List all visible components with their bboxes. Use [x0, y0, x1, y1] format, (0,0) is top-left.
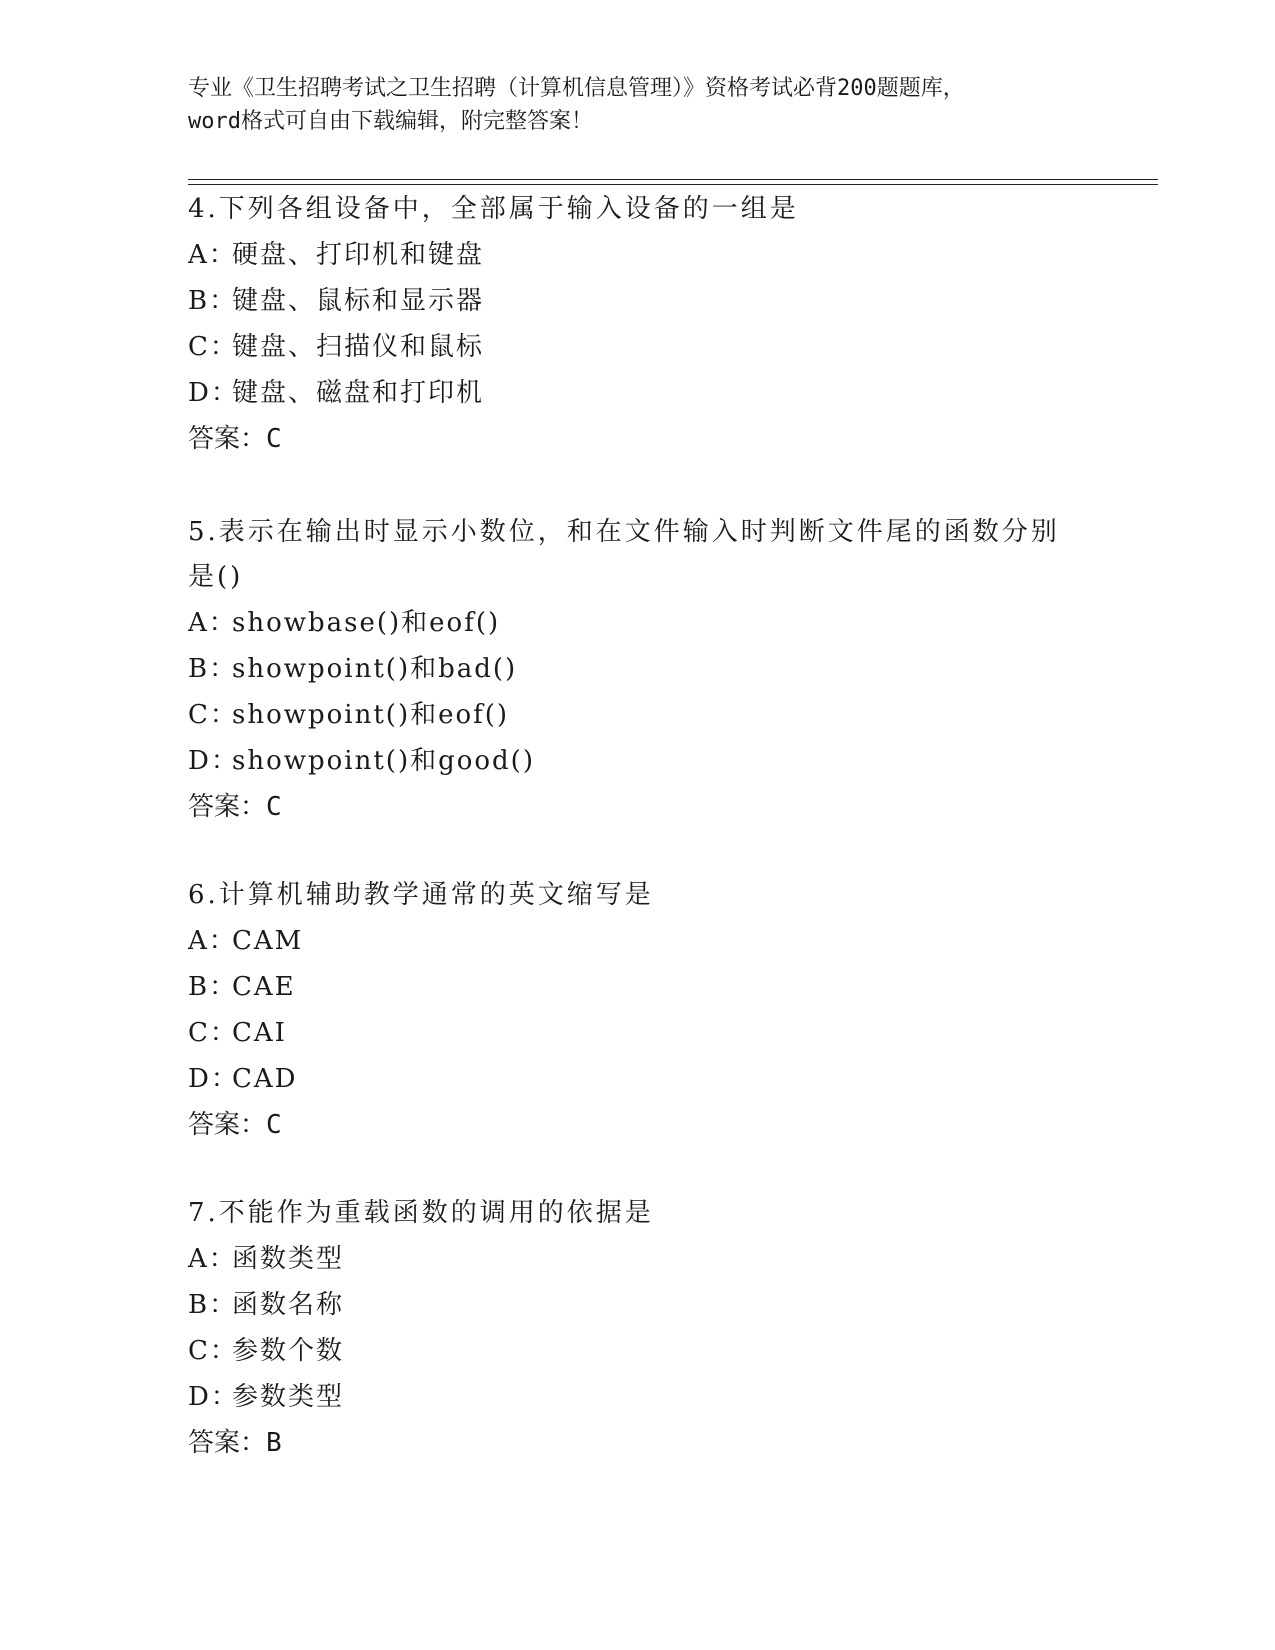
- option-text: showpoint()和good(): [232, 746, 535, 776]
- header-line-2: word格式可自由下载编辑，附完整答案！: [188, 109, 593, 134]
- option-key: D：: [188, 1382, 239, 1412]
- option-text: showpoint()和bad(): [232, 654, 518, 684]
- question-title-line-1: 5.表示在输出时显示小数位，和在文件输入时判断文件尾的函数分别: [188, 517, 1060, 547]
- option-text: 参数类型: [232, 1382, 345, 1412]
- option-a: [188, 1236, 1088, 1282]
- question-title: 7.不能作为重载函数的调用的依据是: [188, 1198, 654, 1228]
- option-key: C：: [188, 700, 238, 730]
- option-text: 键盘、鼠标和显示器: [232, 286, 485, 316]
- option-d: [188, 370, 1088, 416]
- option-text: 键盘、磁盘和打印机: [232, 378, 485, 408]
- option-key: B：: [188, 654, 238, 684]
- header-line-1: 专业《卫生招聘考试之卫生招聘（计算机信息管理）》资格考试必背200题题库，: [188, 76, 965, 101]
- question-5: [188, 510, 1088, 830]
- document-header: [188, 72, 1088, 138]
- option-d: [188, 738, 1088, 784]
- option-text: showbase()和eof(): [232, 608, 501, 638]
- option-text: showpoint()和eof(): [232, 700, 510, 730]
- option-key: B：: [188, 1290, 238, 1320]
- answer: 答案：C: [188, 792, 282, 822]
- question-6: [188, 873, 1088, 1148]
- option-text: 函数名称: [232, 1290, 345, 1320]
- option-b: [188, 1282, 1088, 1328]
- option-text: CAM: [232, 926, 304, 956]
- option-d: [188, 1374, 1088, 1420]
- option-key: D：: [188, 378, 239, 408]
- option-b: [188, 278, 1088, 324]
- option-text: CAD: [232, 1064, 298, 1094]
- option-text: 键盘、扫描仪和鼠标: [232, 332, 485, 362]
- header-divider-bottom: [188, 184, 1158, 185]
- question-4: [188, 187, 1088, 462]
- question-7: [188, 1191, 1088, 1466]
- option-key: A：: [188, 926, 237, 956]
- option-text: 硬盘、打印机和键盘: [232, 240, 485, 270]
- option-key: D：: [188, 1064, 239, 1094]
- option-d: [188, 1056, 1088, 1102]
- option-key: B：: [188, 286, 238, 316]
- option-text: 函数类型: [232, 1244, 345, 1274]
- option-key: A：: [188, 1244, 237, 1274]
- option-key: C：: [188, 1018, 238, 1048]
- option-b: [188, 646, 1088, 692]
- option-key: B：: [188, 972, 238, 1002]
- option-key: C：: [188, 332, 238, 362]
- answer: 答案：B: [188, 1428, 282, 1458]
- option-c: [188, 1328, 1088, 1374]
- header-divider-top: [188, 179, 1158, 180]
- option-c: [188, 324, 1088, 370]
- question-title-line-2: 是(): [188, 562, 244, 592]
- option-c: [188, 1010, 1088, 1056]
- option-key: D：: [188, 746, 239, 776]
- option-text: CAE: [232, 972, 296, 1002]
- answer: 答案：C: [188, 424, 282, 454]
- option-key: A：: [188, 240, 237, 270]
- option-text: CAI: [232, 1018, 287, 1048]
- option-b: [188, 964, 1088, 1010]
- option-a: [188, 232, 1088, 278]
- option-key: C：: [188, 1336, 238, 1366]
- question-title: 6.计算机辅助教学通常的英文缩写是: [188, 880, 654, 910]
- option-a: [188, 918, 1088, 964]
- option-c: [188, 692, 1088, 738]
- question-title: 4.下列各组设备中，全部属于输入设备的一组是: [188, 194, 799, 224]
- option-text: 参数个数: [232, 1336, 345, 1366]
- option-key: A：: [188, 608, 237, 638]
- answer: 答案：C: [188, 1110, 282, 1140]
- option-a: [188, 600, 1088, 646]
